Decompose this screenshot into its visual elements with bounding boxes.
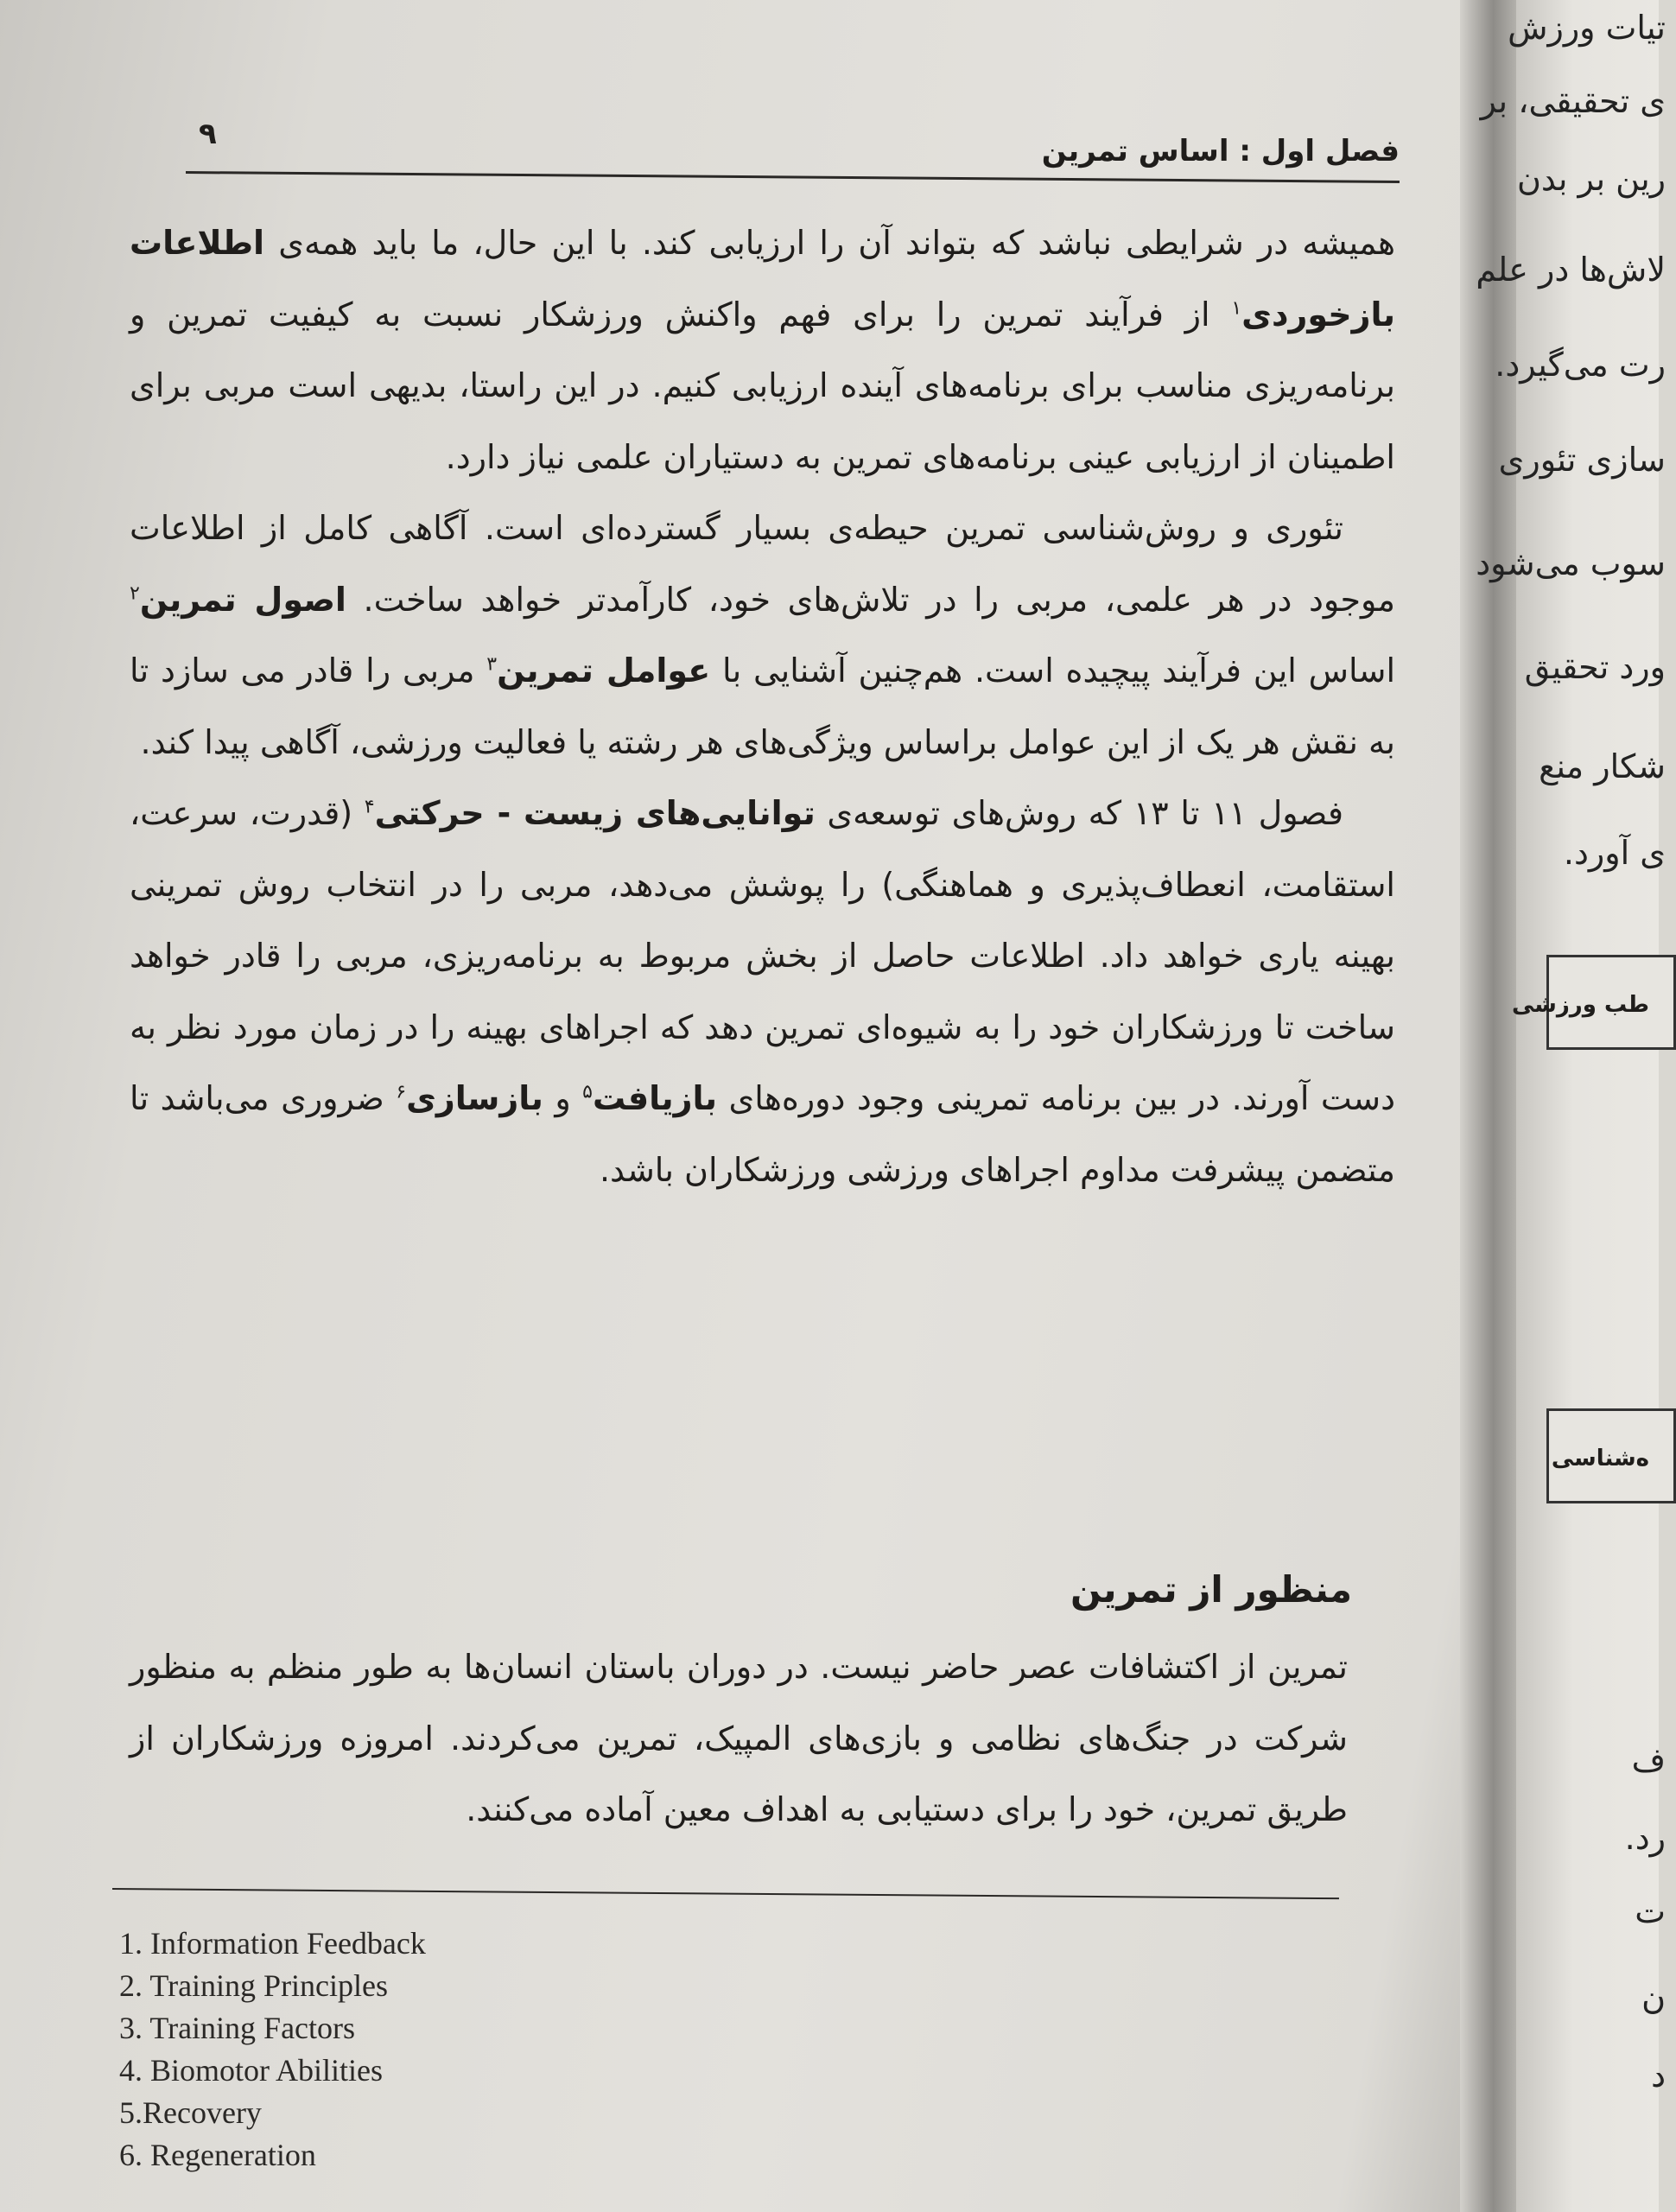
- section-heading: منظور از تمرین: [1070, 1568, 1352, 1611]
- footnote: 5.Recovery: [119, 2095, 262, 2130]
- facing-page-line: لاش‌ها در علم: [1476, 251, 1666, 289]
- footnote: 1. Information Feedback: [119, 1926, 426, 1961]
- chapter-title: فصل اول : اساس تمرین: [1041, 134, 1400, 168]
- key-term: عوامل تمرین: [497, 652, 711, 690]
- facing-page-line: ت: [1635, 1892, 1666, 1930]
- footnote-marker: ۵: [582, 1081, 593, 1103]
- text-run: همیشه در شرایطی نباشد که بتواند آن را ارزیابی کند. با این حال، ما باید همه‌ی: [264, 224, 1395, 262]
- text-run: اساس این فرآیند پیچیده است. هم‌چنین آشنایی با: [710, 652, 1395, 690]
- facing-page-line: ن: [1641, 1979, 1666, 2017]
- section-paragraph: تمرین از اکتشافات عصر حاضر نیست. در دوران باستان انسان‌ها به طور منظم به منظور شرکت در جنگ‌های نظامی و بازی‌های المپیک، تمرین می‌کردند. امروزه ورزشکاران از طریق تمرین، خود را برای دستیابی به اهداف معین آماده می‌کنند.: [130, 1648, 1348, 1828]
- facing-page-line: د: [1651, 2056, 1666, 2094]
- page-number: ۹: [199, 117, 217, 151]
- facing-page-line: رین بر بدن: [1517, 160, 1666, 198]
- facing-page-line: ی آورد.: [1563, 834, 1666, 872]
- key-term: توانایی‌های زیست - حرکتی: [374, 794, 816, 832]
- footnotes: [119, 1923, 897, 2177]
- text-run: فصول ۱۱ تا ۱۳ که روش‌های توسعه‌ی: [815, 794, 1344, 832]
- text-run: از فرآیند تمرین را برای فهم واکنش ورزشکار نسبت به کیفیت تمرین و برنامه‌ریزی مناسب برای برنامه‌های آینده ارزیابی کنیم. در این راستا، بدیهی است مربی برای اطمینان از ارزیابی عینی برنامه‌های تمرین به دستیاران علمی نیاز دارد.: [130, 295, 1395, 476]
- footnote-marker: ۳: [486, 653, 498, 676]
- footnote-rule: [112, 1888, 1339, 1899]
- facing-page-line: سوب می‌شود: [1476, 544, 1666, 582]
- key-term: بازیافت: [592, 1079, 718, 1117]
- body-text: [130, 207, 1395, 1205]
- facing-page-line: سازی تئوری: [1498, 441, 1666, 479]
- footnote: 2. Training Principles: [119, 1968, 389, 2003]
- paragraph: [130, 207, 1395, 493]
- running-header: [181, 108, 1400, 177]
- footnote: 3. Training Factors: [119, 2011, 356, 2045]
- footnote-marker: ۲: [130, 582, 140, 604]
- facing-page-line: ورد تحقیق: [1524, 648, 1666, 686]
- text-run: تئوری و روش‌شناسی تمرین حیطه‌ی بسیار گسترده‌ای است. آگاهی کامل از اطلاعات موجود در هر علمی، مربی را در تلاش‌های خود، کارآمدتر خواهد ساخت.: [130, 509, 1395, 619]
- footnote-marker: ۴: [364, 796, 375, 818]
- facing-page-line: ی تحقیقی، بر: [1480, 82, 1666, 120]
- footnote: 4. Biomotor Abilities: [119, 2053, 384, 2088]
- key-term: اطلاعات بازخوردی: [130, 224, 1395, 334]
- facing-page-line: رد.: [1624, 1819, 1666, 1857]
- facing-page-line: شکار منع: [1539, 747, 1666, 785]
- text-run: و: [543, 1079, 583, 1117]
- book-gutter: [1460, 0, 1520, 2212]
- facing-page-line: تیات ورزش: [1508, 9, 1666, 47]
- key-term: اصول تمرین: [139, 580, 346, 619]
- facing-page-line: رت می‌گیرد.: [1495, 346, 1666, 384]
- facing-page: [1476, 0, 1666, 2212]
- footnote-marker: ۱: [1231, 296, 1242, 319]
- footnote-marker: ۶: [396, 1081, 407, 1103]
- facing-page-box-1: طب ورزشی: [1546, 955, 1676, 1050]
- text-run: (قدرت، سرعت، استقامت، انعطاف‌پذیری و هماهنگی) را پوشش می‌دهد، مربی را در انتخاب روش تمرینی بهینه یاری خواهد داد. اطلاعات حاصل از بخش مربوط به برنامه‌ریزی، مربی را قادر خواهد ساخت تا ورزشکاران خود را به شیوه‌ای تمرین دهد که اجراهای بهینه را در زمان مورد نظر به دست آورند. در بین برنامه تمرینی وجود دوره‌های: [130, 794, 1395, 1117]
- paragraph: [130, 493, 1395, 778]
- facing-page-box-2: ه‌شناسی: [1546, 1408, 1676, 1503]
- facing-page-line: ف: [1631, 1741, 1666, 1779]
- section-body: [130, 1631, 1348, 1846]
- text-run: مربی را قادر می سازد تا به نقش هر یک از این عوامل براساس ویژگی‌های هر رشته یا فعالیت ورزشی، آگاهی پیدا کند.: [130, 652, 1395, 761]
- footnote: 6. Regeneration: [119, 2138, 316, 2172]
- paragraph: [130, 778, 1395, 1205]
- key-term: بازسازی: [406, 1079, 543, 1117]
- text-run: ضروری می‌باشد تا متضمن پیشرفت مداوم اجراهای ورزشی ورزشکاران باشد.: [130, 1079, 1395, 1189]
